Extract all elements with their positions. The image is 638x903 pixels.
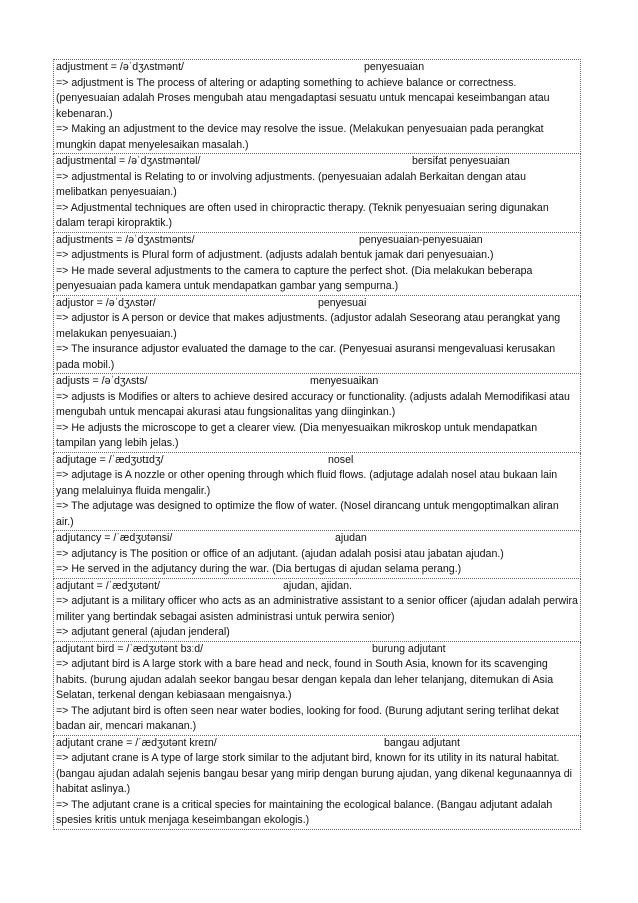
entry-example: => He served in the adjutancy during the war. (Dia bertugas di ajudan selama perang.) <box>56 563 462 575</box>
vocabulary-entry <box>53 374 581 453</box>
entry-definition: => adjutant bird is A large stork with a bare head and neck, found in South Asia, known for its scavenging habits. (burung ajudan adalah seekor bangau besar dengan kepala dan leher telanjang, ditemukan di Asia Selatan, terkenal dengan kebiasaan mengaisnya.) <box>56 658 554 701</box>
entry-header <box>56 374 579 390</box>
vocabulary-entry <box>53 642 581 736</box>
entry-definition: => adjutage is A nozzle or other opening through which fluid flows. (adjutage adalah nosel atau bukaan lain yang melaluinya fluida mengalir.) <box>56 469 558 497</box>
entry-header <box>56 453 579 469</box>
entry-example: => Adjustmental techniques are often used in chiropractic therapy. (Teknik penyesuaian sering digunakan dalam terapi kiropraktik.) <box>56 201 549 229</box>
entry-definition: => adjusts is Modifies or alters to achieve desired accuracy or functionality. (adjusts adalah Memodifikasi atau mengubah untuk mencapai akurasi atau fungsionalitas yang diinginkan.) <box>56 390 570 418</box>
entry-definition: => adjutant crane is A type of large stork similar to the adjutant bird, known for its utility in its natural habitat. (bangau ajudan adalah sejenis bangau besar yang mirip dengan burung ajudan, yang dikenal kegunaannya di habitat aslinya.) <box>56 752 572 795</box>
vocabulary-entry <box>53 736 581 830</box>
entry-term: adjutancy = /ˈædʒʊtənsi/ <box>56 532 173 544</box>
entry-translation: ajudan <box>335 532 367 544</box>
entry-term: adjutage = /ˈædʒʊtɪdʒ/ <box>56 453 164 466</box>
entry-definition: => adjutancy is The position or office of an adjutant. (ajudan adalah posisi atau jabatan ajudan.) <box>56 547 504 560</box>
entry-example: => The adjutant crane is a critical species for maintaining the ecological balance. (Bangau adjutant adalah spesies kritis untuk menjaga keseimbangan ekologis.) <box>56 798 553 826</box>
entry-header <box>56 154 579 170</box>
entry-header <box>56 233 579 249</box>
entry-definition: => adjutant is a military officer who acts as an administrative assistant to a senior officer (ajudan adalah perwira militer yang bertindak sebagai asisten administrasi untuk perwira senior) <box>56 595 578 623</box>
vocabulary-entry <box>53 296 581 375</box>
entry-example: => The adjutant bird is often seen near water bodies, looking for food. (Burung adjutant sering terlihat dekat badan air, mencari makanan.) <box>56 704 559 732</box>
vocabulary-entry <box>53 59 581 154</box>
entry-example: => He made several adjustments to the camera to capture the perfect shot. (Dia melakukan beberapa penyesuaian pada kamera untuk mendapatkan gambar yang sempurna.) <box>56 264 533 292</box>
entry-header <box>56 736 579 752</box>
entry-translation: bersifat penyesuaian <box>412 155 510 167</box>
entry-translation: bangau adjutant <box>384 736 460 749</box>
entry-term: adjutant bird = /ˈædʒʊtənt bɜːd/ <box>56 642 204 655</box>
entry-term: adjustment = /əˈdʒʌstmənt/ <box>56 61 184 73</box>
entry-definition: => adjustment is The process of altering or adapting something to achieve balance or correctness. (penyesuaian adalah Proses mengubah atau mengadaptasi sesuatu untuk mencapai keseimbangan atau kebenaran.) <box>56 76 550 120</box>
entry-example: => The adjutage was designed to optimize the flow of water. (Nosel dirancang untuk mengoptimalkan aliran air.) <box>56 500 559 528</box>
vocabulary-entry <box>53 531 581 579</box>
entry-example: => Making an adjustment to the device may resolve the issue. (Melakukan penyesuaian pada perangkat mungkin dapat menyelesaikan masalah.) <box>56 123 544 151</box>
vocabulary-entry <box>53 453 581 532</box>
entry-translation: penyesuaian <box>364 61 425 73</box>
entry-definition: => adjustmental is Relating to or involving adjustments. (penyesuaian adalah Berkaitan dengan atau melibatkan penyesuaian.) <box>56 170 526 198</box>
entry-term: adjutant crane = /ˈædʒʊtənt kreɪn/ <box>56 736 217 749</box>
vocabulary-entry <box>53 154 581 233</box>
vocabulary-list <box>53 59 581 830</box>
entry-definition: => adjustments is Plural form of adjustment. (adjusts adalah bentuk jamak dari penyesuaian.) <box>56 249 494 261</box>
entry-definition: => adjustor is A person or device that makes adjustments. (adjustor adalah Seseorang atau perangkat yang melakukan penyesuaian.) <box>56 312 561 340</box>
entry-term: adjutant = /ˈædʒʊtənt/ <box>56 579 160 592</box>
vocabulary-entry <box>53 579 581 642</box>
entry-translation: burung adjutant <box>372 642 446 655</box>
vocabulary-entry <box>53 233 581 296</box>
entry-translation: nosel <box>328 453 354 466</box>
entry-header <box>56 579 579 595</box>
entry-translation: ajudan, ajidan. <box>283 579 352 592</box>
entry-header <box>56 296 579 312</box>
entry-term: adjustmental = /əˈdʒʌstməntəl/ <box>56 155 201 167</box>
entry-term: adjusts = /əˈdʒʌsts/ <box>56 375 148 387</box>
entry-translation: penyesuaian-penyesuaian <box>359 233 483 246</box>
entry-example: => He adjusts the microscope to get a clearer view. (Dia menyesuaikan mikroskop untuk mendapatkan tampilan yang lebih jelas.) <box>56 421 538 449</box>
entry-example: => The insurance adjustor evaluated the damage to the car. (Penyesuai asuransi mengevaluasi kerusakan pada mobil.) <box>56 343 556 371</box>
entry-term: adjustor = /əˈdʒʌstər/ <box>56 296 156 309</box>
entry-example: => adjutant general (ajudan jenderal) <box>56 626 230 638</box>
entry-header <box>56 642 579 658</box>
entry-term: adjustments = /əˈdʒʌstmənts/ <box>56 233 195 246</box>
entry-header <box>56 60 579 76</box>
entry-translation: penyesuai <box>318 296 367 309</box>
entry-header <box>56 531 579 547</box>
entry-translation: menyesuaikan <box>310 375 379 387</box>
